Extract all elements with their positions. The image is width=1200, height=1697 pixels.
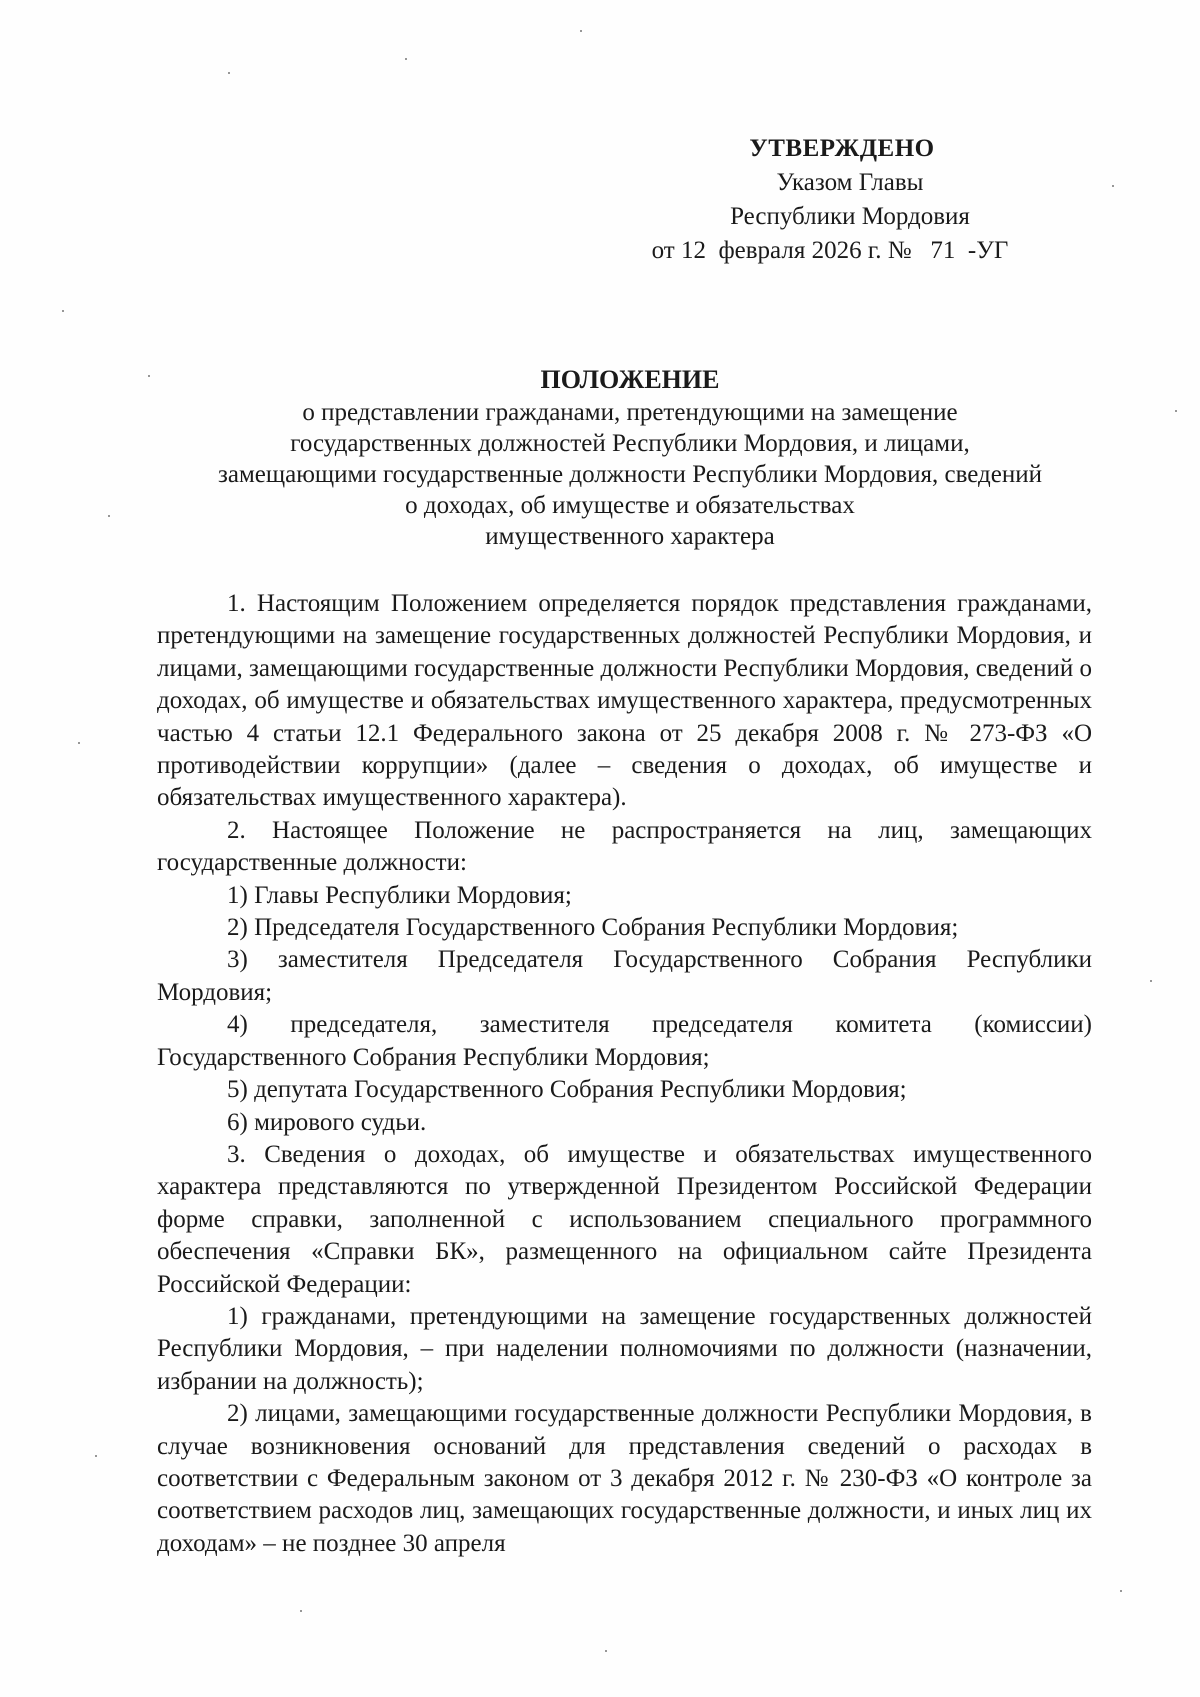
paragraph-2: 2. Настоящее Положение не распространяется на лиц, замещающих государственные должности: <box>157 816 1092 877</box>
scan-speck <box>95 1455 97 1457</box>
document-heading <box>150 364 1110 552</box>
list-item: 1) Главы Республики Мордовия; <box>227 881 572 909</box>
scan-speck <box>1112 185 1114 187</box>
list-item: 5) депутата Государственного Собрания Республики Мордовия; <box>227 1076 907 1104</box>
subtitle-line: государственных должностей Республики Мордовия, и лицами, <box>290 430 970 457</box>
list-item: 3) заместителя Председателя Государственного Собрания Республики Мордовия; <box>157 946 1092 1006</box>
paragraph-3: 3. Сведения о доходах, об имуществе и обязательствах имущественного характера представляются по утвержденной Президентом Российской Федерации форме справки, заполненной с использованием специального программного обеспечения «Справки БК», размещенного на официальном сайте Президента Российской Федерации: <box>157 1140 1092 1298</box>
approval-decree-line: Указом Главы <box>776 169 924 196</box>
scan-speck <box>1150 980 1152 982</box>
scan-speck <box>405 58 407 60</box>
subtitle-line: замещающими государственные должности Республики Мордовия, сведений <box>217 461 1043 488</box>
document-body <box>157 588 1092 1560</box>
list-item: 6) мирового судьи. <box>227 1108 427 1136</box>
scan-speck <box>1120 1590 1122 1592</box>
approval-title: УТВЕРЖДЕНО <box>749 135 935 162</box>
scan-speck <box>605 1650 607 1652</box>
scan-speck <box>1175 410 1177 412</box>
approval-region-line: Республики Мордовия <box>730 203 970 230</box>
list-item: 1) гражданами, претендующими на замещение государственных должностей Республики Мордовия, – при наделении полномочиями по должности (назначении, избрании на должность); <box>157 1302 1092 1395</box>
scan-speck <box>148 375 150 377</box>
subtitle-line: имущественного характера <box>485 523 775 550</box>
scan-speck <box>108 515 110 517</box>
list-item: 2) лицами, замещающими государственные должности Республики Мордовия, в случае возникновения оснований для представления сведений о расходах в соответствии с Федеральным законом от 3 декабря 2012 г. № 230-ФЗ «О контроле за соответствием расходов лиц, замещающих государственные должности, и иных лиц их доходам» – не позднее 30 апреля <box>157 1400 1092 1557</box>
approval-date-line: от 12 февраля 2026 г. № 71 -УГ <box>651 237 1009 264</box>
list-item: 2) Председателя Государственного Собрания Республики Мордовия; <box>227 914 959 942</box>
scan-speck <box>300 1610 302 1612</box>
approval-block <box>640 132 1060 268</box>
paragraph-1: 1. Настоящим Положением определяется порядок представления гражданами, претендующими на замещение государственных должностей Республики Мордовия, и лицами, замещающими государственные должности Республики Мордовия, сведений о доходах, об имуществе и обязательствах имущественного характера, предусмотренных частью 4 статьи 12.1 Федерального закона от 25 декабря 2008 г. № 273-ФЗ «О противодействии коррупции» (далее – сведения о доходах, об имуществе и обязательствах имущественного характера). <box>157 590 1092 812</box>
subtitle-line: о представлении гражданами, претендующими на замещение <box>302 399 958 426</box>
scan-speck <box>62 310 64 312</box>
scan-speck <box>78 742 80 744</box>
document-title: ПОЛОЖЕНИЕ <box>540 365 720 394</box>
scan-speck <box>228 72 230 74</box>
subtitle-line: о доходах, об имуществе и обязательствах <box>405 492 855 519</box>
list-item: 4) председателя, заместителя председателя комитета (комиссии) Государственного Собрания Республики Мордовия; <box>157 1011 1092 1071</box>
scan-speck <box>580 30 582 32</box>
